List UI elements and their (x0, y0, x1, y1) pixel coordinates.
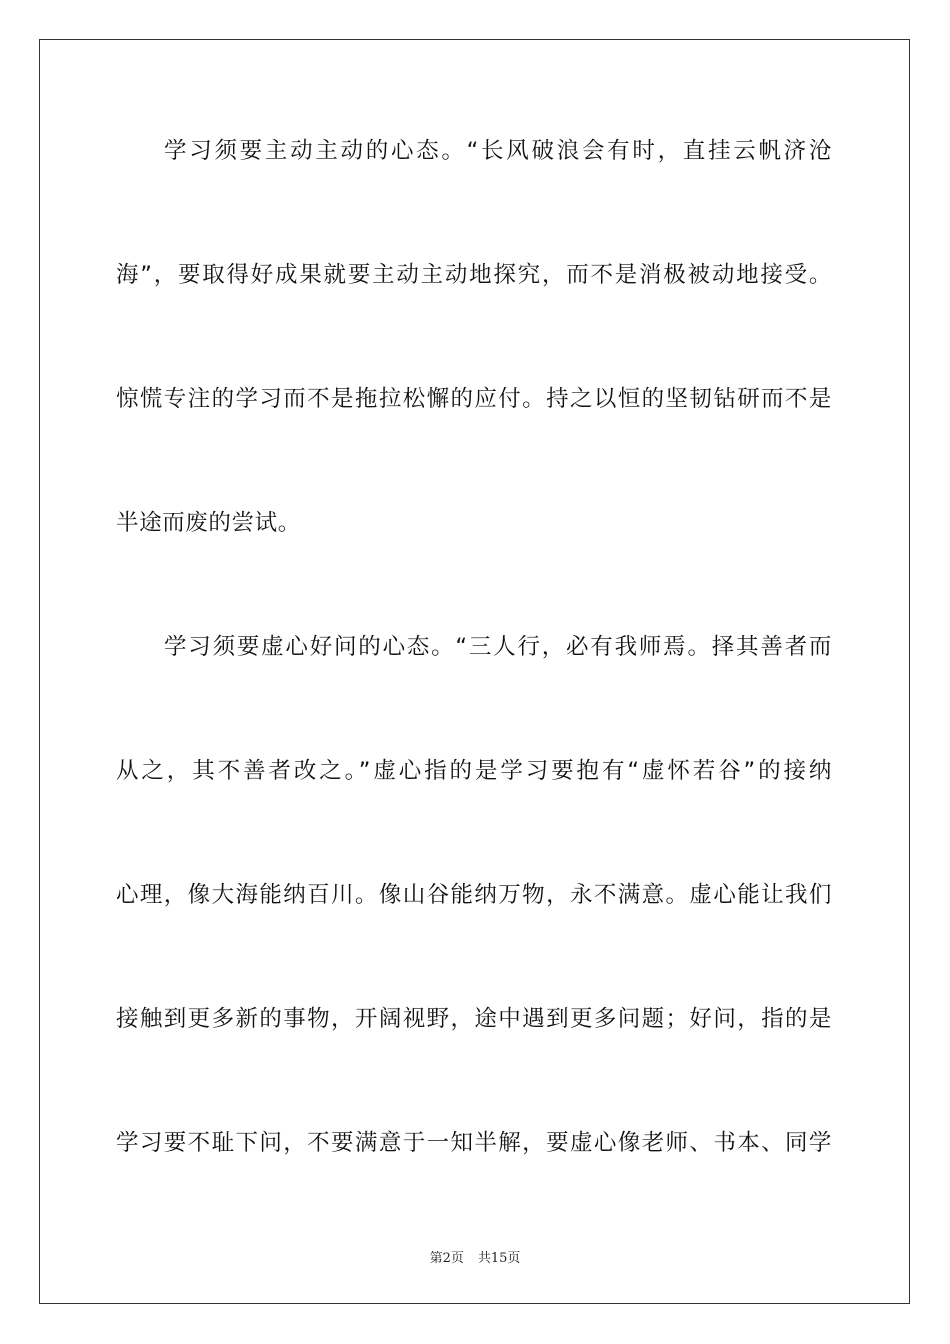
page-border (39, 39, 910, 1304)
paragraph-2-line-1: 学习须要虚心好问的心态。“三人行，必有我师焉。择其善者而 (164, 634, 832, 660)
paragraph-1-line-2: 海”，要取得好成果就要主动主动地探究，而不是消极被动地接受。 (116, 262, 832, 288)
paragraph-1-line-4: 半途而废的尝试。 (116, 510, 301, 536)
paragraph-2-line-5: 学习要不耻下问，不要满意于一知半解，要虚心像老师、书本、同学 (116, 1130, 832, 1156)
paragraph-1-line-1: 学习须要主动主动的心态。“长风破浪会有时，直挂云帆济沧 (164, 138, 832, 164)
paragraph-1-line-3: 惊慌专注的学习而不是拖拉松懈的应付。持之以恒的坚韧钻研而不是 (116, 386, 832, 412)
paragraph-2-line-3: 心理，像大海能纳百川。像山谷能纳万物，永不满意。虚心能让我们 (116, 882, 832, 908)
page-footer (0, 1247, 950, 1266)
paragraph-2-line-2: 从之，其不善者改之。”虚心指的是学习要抱有“虚怀若谷”的接纳 (116, 758, 832, 784)
page-total: 共15页 (477, 1251, 521, 1266)
page-number: 第2页 (429, 1251, 464, 1266)
paragraph-2-line-4: 接触到更多新的事物，开阔视野，途中遇到更多问题；好问，指的是 (116, 1006, 832, 1032)
